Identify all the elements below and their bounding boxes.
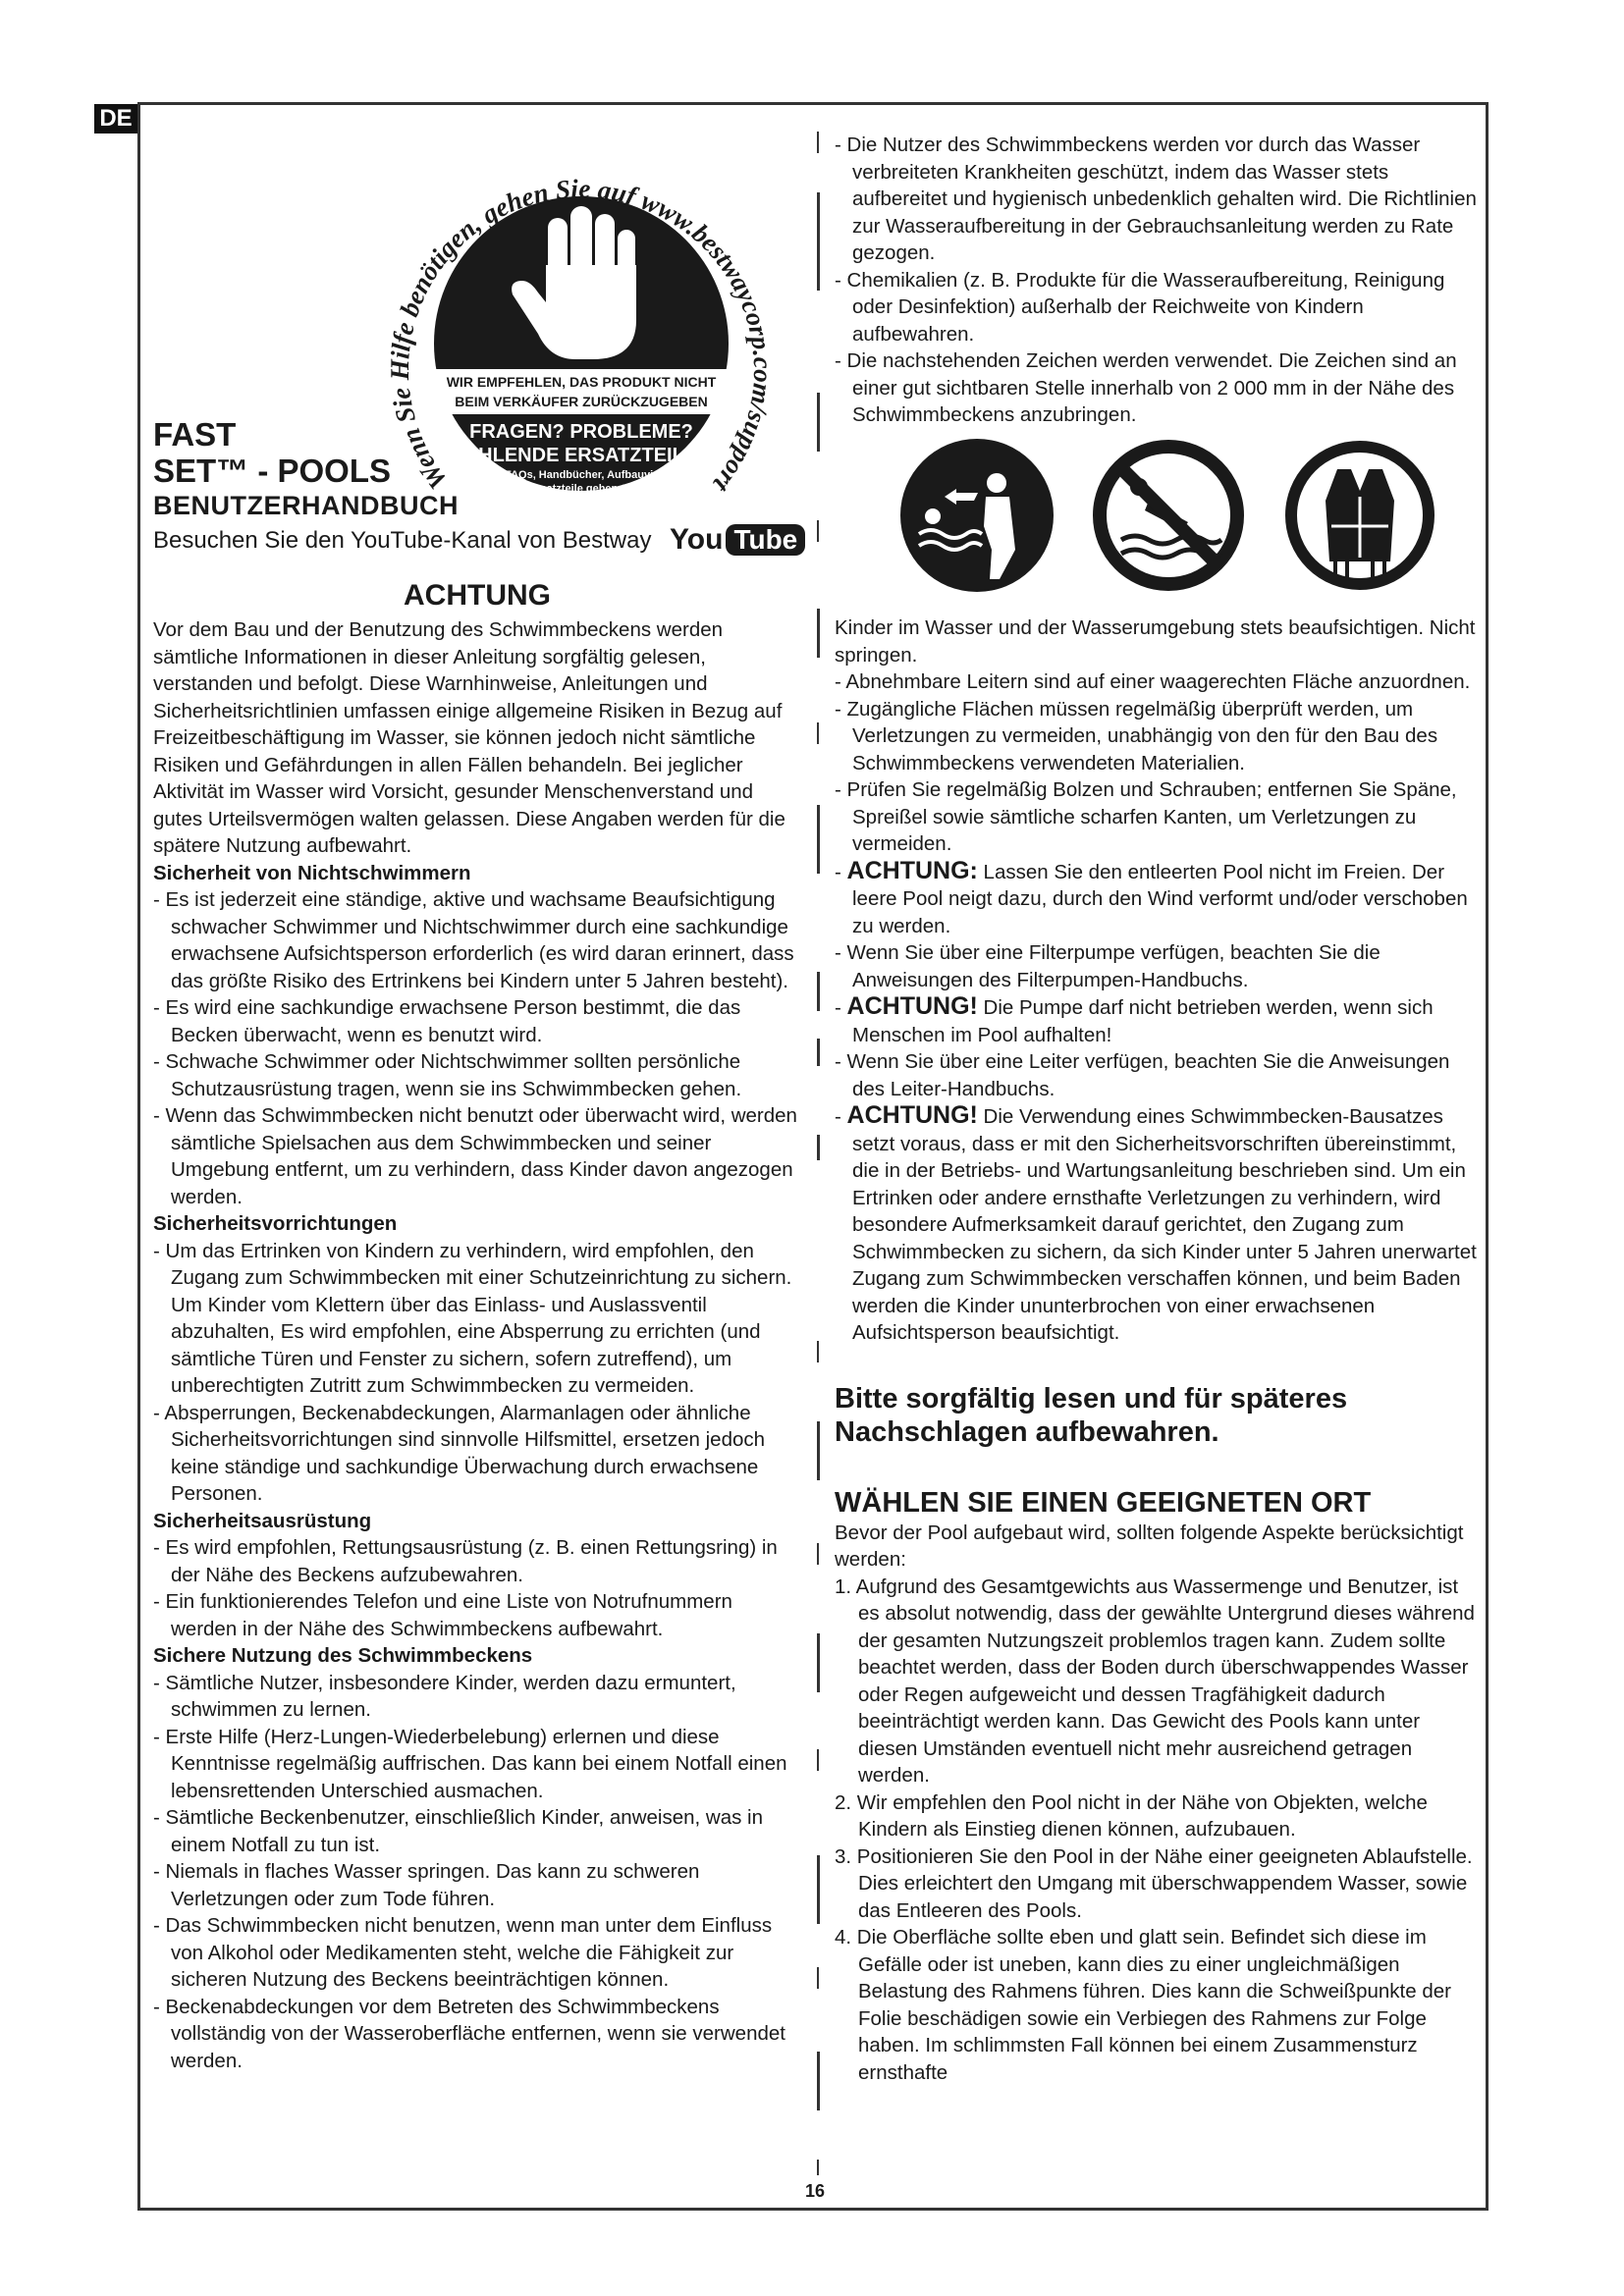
- list-item: - Sämtliche Beckenbenutzer, einschließlich Kinder, anweisen, was in einem Notfall zu tun ist.: [153, 1806, 764, 1856]
- warning-label: ACHTUNG:: [846, 856, 978, 884]
- column-separator: [817, 805, 820, 874]
- warning-text: Die Verwendung eines Schwimmbecken-Bausatzes setzt voraus, dass er mit den Sicherheitsvorschriften übereinstimmt, die in der Betriebs- und Wartungsanleitung beschrieben sind. Um ein Ertrinken oder andere ernsthafte Verletzungen zu verhindern, wird besondere Aufmerksamkeit darauf gerichtet, den Zugang zum Schwimmbecken zu sichern, da sich Kinder unter 5 Jahren unerwartet Zugang zum Schwimmbecken verschaffen können, und beim Baden werden die Kinder ununterbrochen von einer erwachsenen Aufsichtsperson beaufsichtigt.: [852, 1105, 1477, 1344]
- column-separator: [817, 1855, 820, 1924]
- column-separator: [817, 1967, 819, 1989]
- list-item: - Das Schwimmbecken nicht benutzen, wenn man unter dem Einfluss von Alkohol oder Medikamenten steht, welche die Fähigkeit zur sicheren Nutzung des Beckens beeinträchtigen können.: [153, 1914, 773, 1991]
- column-separator: [817, 2052, 820, 2110]
- youtube-logo-you: You: [670, 523, 724, 556]
- list-item: - Absperrungen, Beckenabdeckungen, Alarmanlagen oder ähnliche Sicherheitsvorrichtungen sind sinnvolle Hilfsmittel, ersetzen jedoch keine ständige und sachkundige Überwachung durch erwachsene Personen.: [153, 1401, 766, 1505]
- list-item: - Sämtliche Nutzer, insbesondere Kinder, werden dazu ermuntert, schwimmen zu lernen.: [153, 1671, 736, 1721]
- safety-signs: [893, 432, 1443, 599]
- stamp-box-line2: BEIM VERKÄUFER ZURÜCKZUGEBEN: [455, 394, 708, 409]
- list-item: - Prüfen Sie regelmäßig Bolzen und Schrauben; entfernen Sie Späne, Spreißel sowie sämtliche scharfen Kanten, um Verletzungen zu vermeiden.: [835, 778, 1457, 855]
- warning-text: Lassen Sie den entleerten Pool nicht im Freien. Der leere Pool neigt dazu, durch den Wind verformt und/oder verschoben zu werden.: [852, 860, 1468, 937]
- section-title-safe-use: Sichere Nutzung des Schwimmbeckens: [153, 1644, 533, 1667]
- list-item: - Es ist jederzeit eine ständige, aktive und wachsame Beaufsichtigung schwacher Schwimmer und Nichtschwimmer durch eine sachkundige erwachsene Aufsichtsperson erforderlich (es wird daran erinnert, dass das größte Risiko des Ertrinkens bei Kindern unter 5 Jahren besteht).: [153, 888, 794, 992]
- column-separator: [817, 1421, 820, 1480]
- stamp-ring-text: Wenn Sie Hilfe benötigen, gehen Sie auf www.bestwaycorp.com/support: [384, 174, 779, 499]
- section-title-nonswimmers: Sicherheit von Nichtschwimmern: [153, 861, 471, 884]
- column-separator: [817, 1543, 819, 1565]
- intro-paragraph: Vor dem Bau und der Benutzung des Schwimmbeckens werden sämtliche Informationen in dieser Anleitung sorgfältig gelesen, verstanden und befolgt. Diese Warnhinweise, Anleitungen und Sicherheitsrichtlinien umfassen einige allgemeine Risiken in Bezug auf Freizeitbeschäftigung im Wasser, sie können jedoch nicht sämtliche Risiken und Gefährdungen in allen Fällen behandeln. Bei jeglicher Aktivität im Wasser wird Vorsicht, gesunder Menschenverstand und gutes Urteilsvermögen walten gelassen. Diese Angaben werden für die spätere Nutzung aufbewahrt.: [153, 618, 785, 857]
- warning-label: ACHTUNG!: [846, 1101, 978, 1129]
- section-title-safety-devices: Sicherheitsvorrichtungen: [153, 1212, 398, 1235]
- column-separator: [817, 1749, 819, 1771]
- column-separator: [817, 722, 819, 744]
- stamp-question-line1: FRAGEN? PROBLEME?: [469, 421, 693, 443]
- location-heading: WÄHLEN SIE EINEN GEEIGNETEN ORT: [835, 1486, 1372, 1519]
- right-column-top: [835, 132, 1483, 429]
- list-item: - Zugängliche Flächen müssen regelmäßig überprüft werden, um Verletzungen zu vermeiden, unabhängig von den für den Bau des Schwimmbeckens verwendeten Materialien.: [835, 697, 1438, 774]
- numbered-item: 1. Aufgrund des Gesamtgewichts aus Wassermenge und Benutzer, ist es absolut notwendig, dass der gewählte Untergrund dieses während der gesamten Nutzungszeit problemlos tragen kann. Zudem sollte beachtet werden, dass der Boden durch überschwappendes Wasser oder Regen aufgeweicht und dessen Tragfähigkeit dadurch beeinträchtigt werden kann. Das Gewicht des Pools kann unter diesen Umständen eventuell nicht mehr ausreichend getragen werden.: [835, 1575, 1475, 1787]
- section-title-safety-equipment: Sicherheitsausrüstung: [153, 1509, 372, 1532]
- numbered-item: 2. Wir empfehlen den Pool nicht in der Nähe von Objekten, welche Kindern als Einstieg dienen können, aufzubauen.: [835, 1790, 1428, 1841]
- column-separator: [817, 520, 819, 542]
- stamp-small-line3: bestwaycorp.com/support: [519, 497, 643, 508]
- column-separator: [817, 393, 820, 452]
- column-separator: [817, 1341, 819, 1362]
- achtung-heading: ACHTUNG: [404, 579, 551, 612]
- right-column-main: [835, 614, 1483, 2086]
- supervise-children-sign-icon: [900, 439, 1054, 592]
- stamp-small-line2: und Ersatzteile gehen Sie auf: [506, 483, 657, 495]
- list-item: - Schwache Schwimmer oder Nichtschwimmer sollten persönliche Schutzausrüstung tragen, wenn sie ins Schwimmbecken gehen.: [153, 1050, 742, 1100]
- list-item: - Erste Hilfe (Herz-Lungen-Wiederbelebung) erlernen und diese Kenntnisse regelmäßig auffrischen. Das kann bei einem Notfall einen lebensrettenden Unterschied ausmachen.: [153, 1725, 787, 1802]
- warning-item: - ACHTUNG! Die Pumpe darf nicht betrieben werden, wenn sich Menschen im Pool aufhalten!: [835, 992, 1434, 1046]
- read-notice: Bitte sorgfältig lesen und für späteres Nachschlagen aufbewahren.: [835, 1382, 1348, 1448]
- title-line2: SET™ - POOLS: [153, 453, 392, 489]
- product-title: [153, 416, 391, 489]
- column-separator: [817, 2160, 819, 2175]
- list-item: - Die Nutzer des Schwimmbeckens werden vor durch das Wasser verbreiteten Krankheiten geschützt, indem das Wasser stets aufbereitet und hygienisch unbedenklich gehalten wird. Die Richtlinien zur Wasseraufbereitung in der Gebrauchsanleitung werden zu Rate gezogen.: [835, 133, 1477, 264]
- list-item: - Niemals in flaches Wasser springen. Das kann zu schweren Verletzungen oder zum Tode führen.: [153, 1860, 700, 1910]
- life-vest-sign-icon: [1291, 447, 1429, 584]
- youtube-logo-tube: Tube: [726, 524, 805, 556]
- warning-label: ACHTUNG!: [846, 992, 978, 1020]
- stamp-question-line2: FEHLENDE ERSATZTEILE?: [453, 445, 710, 466]
- youtube-prompt: Besuchen Sie den YouTube-Kanal von Bestway: [153, 527, 652, 554]
- list-item: - Abnehmbare Leitern sind auf einer waagerechten Fläche anzuordnen.: [835, 670, 1471, 693]
- warning-item: - ACHTUNG: Lassen Sie den entleerten Pool nicht im Freien. Der leere Pool neigt dazu, durch den Wind verformt und/oder verschoben zu werden.: [835, 856, 1468, 937]
- list-item: - Beckenabdeckungen vor dem Betreten des Schwimmbeckens vollständig von der Wasseroberfläche entfernen, wenn sie verwendet werden.: [153, 1995, 785, 2072]
- list-item: - Wenn Sie über eine Filterpumpe verfügen, beachten Sie die Anweisungen des Filterpumpen-Handbuchs.: [835, 941, 1380, 991]
- column-separator: [817, 132, 819, 153]
- column-separator: [817, 192, 820, 291]
- title-line1: FAST: [153, 416, 237, 453]
- list-item: - Ein funktionierendes Telefon und eine Liste von Notrufnummern werden in der Nähe des Schwimmbeckens aufbewahrt.: [153, 1590, 732, 1640]
- no-diving-sign-icon: [1100, 447, 1237, 584]
- list-item: - Um das Ertrinken von Kindern zu verhindern, wird empfohlen, den Zugang zum Schwimmbecken mit einer Schutzeinrichtung zu sichern. Um Kinder vom Klettern über das Einlass- und Auslassventil abzuhalten, Es wird empfohlen, eine Absperrung zu errichten (und sämtliche Türen und Fenster zu sichern, sofern zutreffend), um unberechtigten Zutritt zum Schwimmbecken zu vermeiden.: [153, 1239, 792, 1397]
- list-item: - Chemikalien (z. B. Produkte für die Wasseraufbereitung, Reinigung oder Desinfektion) außerhalb der Reichweite von Kindern aufbewahren.: [835, 268, 1445, 346]
- list-item: - Es wird eine sachkundige erwachsene Person bestimmt, die das Becken überwacht, wenn es benutzt wird.: [153, 996, 741, 1046]
- stamp-box-line1: WIR EMPFEHLEN, DAS PRODUKT NICHT: [446, 374, 717, 390]
- stamp-small-line1: Für FAQs, Handbücher, Aufbauvideos: [484, 469, 678, 481]
- left-column: [153, 616, 801, 2074]
- column-separator: [817, 609, 820, 658]
- column-separator: [817, 972, 820, 1011]
- page-number: 16: [804, 2181, 826, 2201]
- list-item: - Die nachstehenden Zeichen werden verwendet. Die Zeichen sind an einer gut sichtbaren Stelle innerhalb von 2 000 mm in der Nähe des Schwimmbeckens anzubringen.: [835, 349, 1457, 426]
- numbered-item: 4. Die Oberfläche sollte eben und glatt sein. Befindet sich diese im Gefälle oder ist uneben, kann dies zu einer ungleichmäßigen Belastung des Rahmens führen. Dies kann die Schweißpunkte der Folie beschädigen sowie ein Verbiegen des Rahmens zur Folge haben. Im schlimmsten Fall können bei einem Zusammensturz ernsthafte: [835, 1926, 1451, 2084]
- youtube-logo: [670, 523, 805, 557]
- list-item: - Es wird empfohlen, Rettungsausrüstung (z. B. einen Rettungsring) in der Nähe des Beckens aufzubewahren.: [153, 1536, 778, 1586]
- list-item: - Wenn das Schwimmbecken nicht benutzt oder überwacht wird, werden sämtliche Spielsachen aus dem Schwimmbecken und seiner Umgebung entfernt, um zu verhindern, dass Kinder davon angezogen werden.: [153, 1104, 797, 1208]
- location-intro: Bevor der Pool aufgebaut wird, sollten folgende Aspekte berücksichtigt werden:: [835, 1521, 1464, 1571]
- column-separator: [817, 1135, 820, 1160]
- warning-item: - ACHTUNG! Die Verwendung eines Schwimmbecken-Bausatzes setzt voraus, dass er mit den Sicherheitsvorschriften übereinstimmt, die in der Betriebs- und Wartungsanleitung beschrieben sind. Um ein Ertrinken oder andere ernsthafte Verletzungen zu verhindern, wird besondere Aufmerksamkeit darauf gerichtet, den Zugang zum Schwimmbecken zu sichern, da sich Kinder unter 5 Jahren unerwartet Zugang zum Schwimmbecken verschaffen können, und beim Baden werden die Kinder ununterbrochen von einer erwachsenen Aufsichtsperson beaufsichtigt.: [835, 1101, 1477, 1344]
- supervise-text: Kinder im Wasser und der Wasserumgebung stets beaufsichtigen. Nicht springen.: [835, 616, 1476, 667]
- language-tag: DE: [94, 104, 137, 133]
- manual-title: BENUTZERHANDBUCH: [153, 491, 459, 520]
- numbered-item: 3. Positionieren Sie den Pool in der Nähe einer geeigneten Ablaufstelle. Dies erleichtert den Umgang mit überschwappendem Wasser, sowie das Entleeren des Pools.: [835, 1844, 1473, 1922]
- column-separator: [817, 1633, 820, 1692]
- list-item: - Wenn Sie über eine Leiter verfügen, beachten Sie die Anweisungen des Leiter-Handbuchs.: [835, 1050, 1450, 1100]
- column-separator: [817, 1039, 820, 1066]
- warning-text: Die Pumpe darf nicht betrieben werden, wenn sich Menschen im Pool aufhalten!: [852, 996, 1434, 1046]
